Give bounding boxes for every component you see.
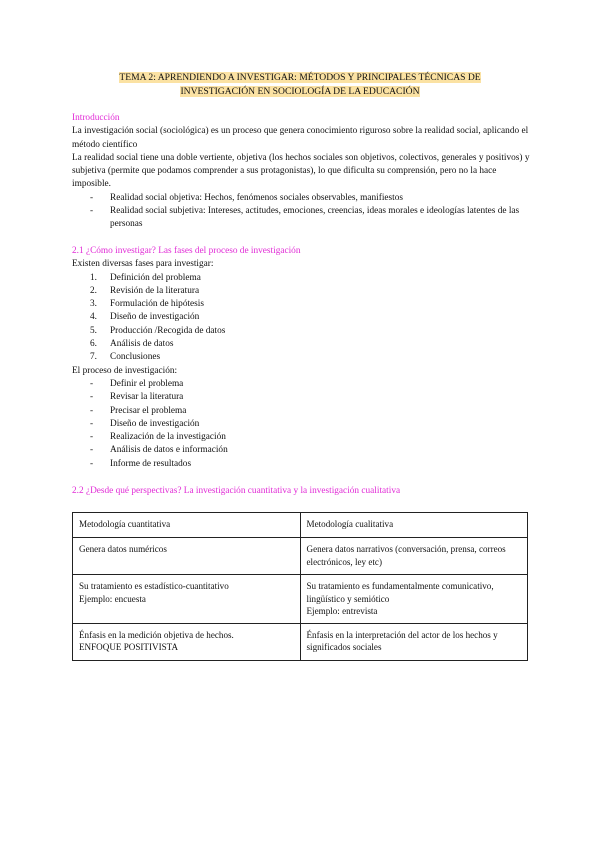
methodology-table bbox=[72, 512, 528, 661]
phase-text: Revisión de la literatura bbox=[110, 285, 200, 296]
phase-number: 3. bbox=[90, 299, 97, 310]
phases-list bbox=[72, 272, 532, 365]
table-cell: Genera datos narrativos (conversación, prensa, correos electrónicos, ley etc) bbox=[300, 538, 528, 575]
phase-text: Análisis de datos bbox=[110, 339, 174, 350]
table-cell bbox=[73, 623, 301, 660]
phase-number: 7. bbox=[90, 352, 97, 363]
intro-section bbox=[72, 112, 532, 232]
section-2-2-heading: 2.2 ¿Desde qué perspectivas? La investigación cuantitativa y la investigación cualitativa bbox=[72, 486, 401, 496]
list-item: - Revisar la literatura bbox=[72, 391, 532, 404]
table-header-row bbox=[73, 513, 528, 538]
cell-line: Énfasis en la medición objetiva de hechos. bbox=[79, 629, 234, 640]
table-row bbox=[73, 575, 528, 624]
header-qualitative: Metodología cualitativa bbox=[300, 513, 528, 538]
cell-line: Ejemplo: entrevista bbox=[306, 606, 378, 616]
phase-number: 5. bbox=[90, 325, 97, 336]
table-cell bbox=[300, 575, 528, 624]
cell-line: ENFOQUE POSITIVISTA bbox=[79, 642, 179, 652]
header-quantitative: Metodología cuantitativa bbox=[73, 513, 301, 538]
phase-text: Diseño de investigación bbox=[110, 312, 200, 323]
intro-heading: Introducción bbox=[72, 113, 120, 123]
title-line-1: TEMA 2: APRENDIENDO A INVESTIGAR: MÉTODOS Y PRINCIPALES TÉCNICAS DE bbox=[119, 72, 481, 83]
cell-line: Ejemplo: encuesta bbox=[79, 593, 146, 604]
list-item: - Realidad social subjetiva: Intereses, actitudes, emociones, creencias, ideas morales e ideologías latentes de las personas bbox=[72, 205, 532, 232]
table-row bbox=[73, 538, 528, 575]
list-item: - Diseño de investigación bbox=[72, 418, 532, 431]
list-item: - Definir el problema bbox=[72, 378, 532, 391]
phase-number: 4. bbox=[90, 312, 97, 323]
phase-text: Definición del problema bbox=[110, 272, 201, 283]
list-item bbox=[72, 325, 532, 338]
phase-text: Producción /Recogida de datos bbox=[110, 325, 226, 336]
list-item: - Realización de la investigación bbox=[72, 431, 532, 444]
list-item bbox=[72, 311, 532, 324]
section-2-1-heading: 2.1 ¿Cómo investigar? Las fases del proceso de investigación bbox=[72, 246, 301, 256]
phase-text: Conclusiones bbox=[110, 352, 161, 363]
document-title bbox=[86, 71, 514, 99]
list-item: - Análisis de datos e información bbox=[72, 444, 532, 457]
table-cell: Genera datos numéricos bbox=[73, 538, 301, 575]
cell-line: Su tratamiento es estadístico-cuantitativo bbox=[79, 581, 229, 591]
list-item bbox=[72, 285, 532, 298]
table-cell: Énfasis en la interpretación del actor de los hechos y significados sociales bbox=[300, 623, 528, 660]
list-item: - Informe de resultados bbox=[72, 458, 532, 471]
phase-number: 2. bbox=[90, 285, 97, 296]
phase-number: 6. bbox=[90, 339, 97, 350]
intro-list bbox=[72, 192, 532, 232]
list-item bbox=[72, 298, 532, 311]
phases-lead: Existen diversas fases para investigar: bbox=[72, 259, 214, 270]
list-item bbox=[72, 351, 532, 364]
phase-text: Formulación de hipótesis bbox=[110, 299, 204, 310]
table-row bbox=[73, 623, 528, 660]
phase-number: 1. bbox=[90, 272, 97, 283]
cell-line: Su tratamiento es fundamentalmente comunicativo, lingüístico y semiótico bbox=[306, 581, 494, 604]
process-steps-list bbox=[72, 378, 532, 471]
intro-paragraph-2: La realidad social tiene una doble vertiente, objetiva (los hechos sociales son objetivos, colectivos, generales y positivos) y subjetiva (permite que podamos comprender a sus protagonistas), lo que dificulta su comprensión, pero no la hace imposible. bbox=[72, 152, 530, 190]
list-item bbox=[72, 338, 532, 351]
table-cell bbox=[73, 575, 301, 624]
intro-paragraph-1: La investigación social (sociológica) es un proceso que genera conocimiento riguroso sobre la realidad social, aplicando el método científico bbox=[72, 126, 529, 150]
process-lead: El proceso de investigación: bbox=[72, 365, 178, 376]
list-item: - Precisar el problema bbox=[72, 405, 532, 418]
list-item bbox=[72, 272, 532, 285]
title-line-2: INVESTIGACIÓN EN SOCIOLOGÍA DE LA EDUCACIÓN bbox=[180, 86, 420, 97]
list-item: - Realidad social objetiva: Hechos, fenómenos sociales observables, manifiestos bbox=[72, 192, 532, 205]
section-2-1 bbox=[72, 245, 532, 471]
